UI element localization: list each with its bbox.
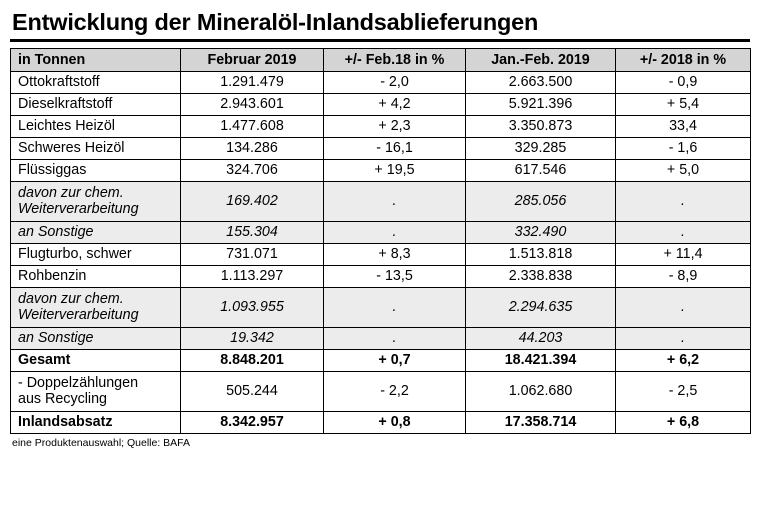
row-value: 18.421.394 [466,350,616,372]
row-value: - 8,9 [616,266,751,288]
row-value: 1.113.297 [181,266,324,288]
row-value: - 13,5 [324,266,466,288]
row-label [11,288,181,328]
row-value: 1.513.818 [466,244,616,266]
row-value: 2.294.635 [466,288,616,328]
row-value: 3.350.873 [466,116,616,138]
row-label-line1: - Doppelzählungen [18,375,139,392]
row-value: + 2,3 [324,116,466,138]
table-row [11,412,751,434]
row-label-line1: davon zur chem. [18,185,124,202]
row-value: - 2,0 [324,72,466,94]
row-value: + 5,4 [616,94,751,116]
row-value: 169.402 [181,182,324,222]
table-row [11,222,751,244]
table-header [11,49,751,72]
table-row [11,94,751,116]
row-value: 2.943.601 [181,94,324,116]
table-row [11,244,751,266]
table-header-row [11,49,751,72]
row-label: Schweres Heizöl [11,138,181,160]
row-label: Rohbenzin [11,266,181,288]
row-value: . [616,328,751,350]
table-body [11,72,751,434]
row-label: Inlandsabsatz [11,412,181,434]
row-value: . [616,222,751,244]
row-label-line2: Weiterverarbeitung [18,201,139,218]
row-value: - 0,9 [616,72,751,94]
table-row [11,116,751,138]
row-value: 44.203 [466,328,616,350]
table-row [11,160,751,182]
row-value: 8.848.201 [181,350,324,372]
table-row [11,138,751,160]
row-label-line1: davon zur chem. [18,291,124,308]
row-value: . [324,288,466,328]
row-label: Flüssiggas [11,160,181,182]
row-label-line2: aus Recycling [18,391,107,408]
row-value: 731.071 [181,244,324,266]
row-value: - 2,5 [616,372,751,412]
table-row [11,328,751,350]
row-value: 17.358.714 [466,412,616,434]
table-row [11,372,751,412]
row-value: 155.304 [181,222,324,244]
row-value: - 2,2 [324,372,466,412]
column-header-change-2018: +/- 2018 in % [616,49,751,72]
row-value: + 6,2 [616,350,751,372]
column-header-unit: in Tonnen [11,49,181,72]
source-footnote: eine Produktenauswahl; Quelle: BAFA [12,437,191,450]
row-value: 5.921.396 [466,94,616,116]
column-header-jan-feb-2019: Jan.-Feb. 2019 [466,49,616,72]
row-value: + 5,0 [616,160,751,182]
row-value: 329.285 [466,138,616,160]
page-title: Entwicklung der Mineralöl-Inlandsablieferungen [12,9,539,35]
row-value: - 1,6 [616,138,751,160]
row-value: . [324,222,466,244]
row-value: 617.546 [466,160,616,182]
row-value: + 0,8 [324,412,466,434]
row-label: an Sonstige [11,328,181,350]
row-label: Flugturbo, schwer [11,244,181,266]
row-value: 285.056 [466,182,616,222]
row-value: 134.286 [181,138,324,160]
row-value: . [616,182,751,222]
row-label: Gesamt [11,350,181,372]
row-value: + 19,5 [324,160,466,182]
mineral-oil-deliveries-table [10,48,751,434]
table-row [11,72,751,94]
table-row [11,350,751,372]
row-label: Dieselkraftstoff [11,94,181,116]
row-value: 33,4 [616,116,751,138]
row-value: 2.338.838 [466,266,616,288]
column-header-change-feb18: +/- Feb.18 in % [324,49,466,72]
row-value: . [616,288,751,328]
row-label: Ottokraftstoff [11,72,181,94]
row-value: 19.342 [181,328,324,350]
row-value: . [324,182,466,222]
row-label [11,372,181,412]
row-value: - 16,1 [324,138,466,160]
row-value: 332.490 [466,222,616,244]
title-divider [10,39,750,42]
row-value: 2.663.500 [466,72,616,94]
row-value: + 6,8 [616,412,751,434]
row-value: 1.062.680 [466,372,616,412]
row-value: 505.244 [181,372,324,412]
table-row [11,266,751,288]
row-value: . [324,328,466,350]
row-value: 324.706 [181,160,324,182]
row-value: 1.093.955 [181,288,324,328]
row-value: 8.342.957 [181,412,324,434]
row-value: 1.291.479 [181,72,324,94]
column-header-feb-2019: Februar 2019 [181,49,324,72]
row-value: + 8,3 [324,244,466,266]
row-value: + 4,2 [324,94,466,116]
row-label: Leichtes Heizöl [11,116,181,138]
row-label-line2: Weiterverarbeitung [18,307,139,324]
row-value: 1.477.608 [181,116,324,138]
row-value: + 11,4 [616,244,751,266]
table-row [11,182,751,222]
row-label: an Sonstige [11,222,181,244]
table-row [11,288,751,328]
row-value: + 0,7 [324,350,466,372]
row-label [11,182,181,222]
